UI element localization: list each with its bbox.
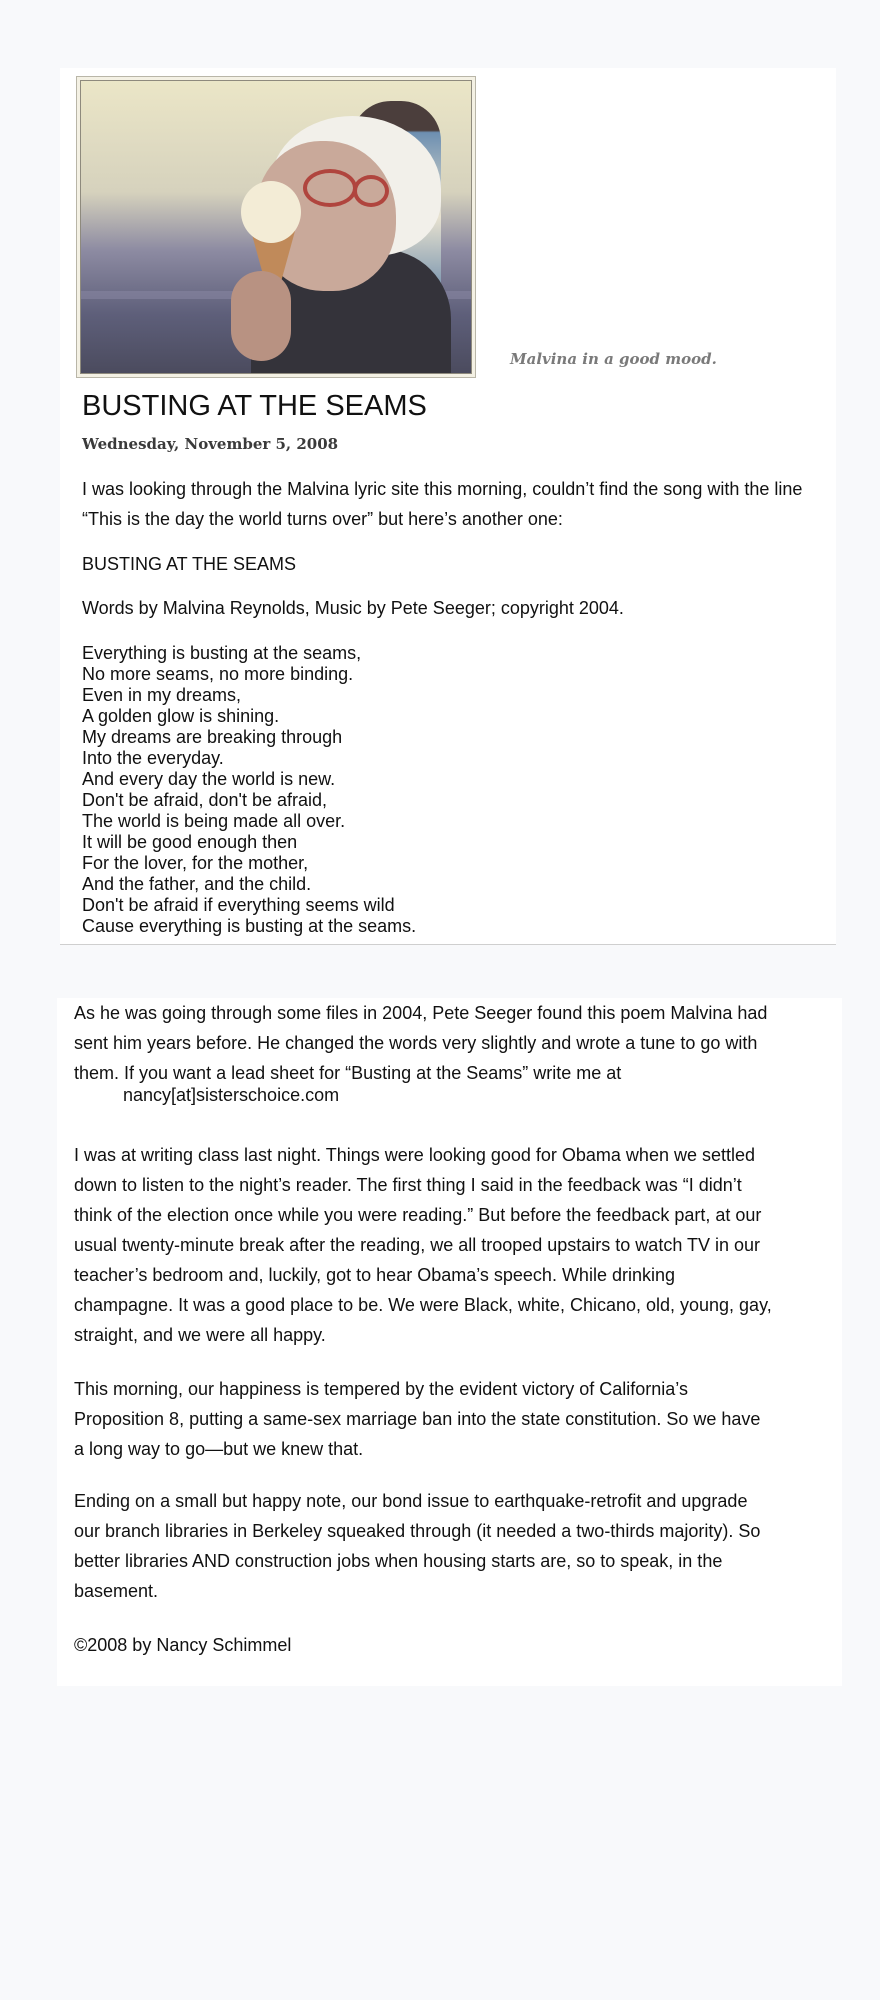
post-continued — [57, 998, 842, 1686]
lyric-line: A golden glow is shining. — [82, 706, 280, 726]
paragraph-libraries: Ending on a small but happy note, our bond issue to earthquake-retrofit and upgrade our branch libraries in Berkeley squeaked through (it needed a two-thirds majority). So better libraries AND construction jobs when housing starts are, so to speak, in the basement. — [74, 1491, 761, 1601]
photo-caption: Malvina in a good mood. — [510, 350, 717, 368]
song-title: BUSTING AT THE SEAMS — [82, 554, 297, 574]
song-lyrics — [82, 643, 416, 937]
lyric-line: My dreams are breaking through — [82, 727, 343, 747]
lyric-line: Into the everyday. — [82, 748, 224, 768]
post-card — [60, 68, 836, 945]
post-photo — [76, 76, 476, 378]
lyric-line: Don't be afraid, don't be afraid, — [82, 790, 328, 810]
lyric-line: The world is being made all over. — [82, 811, 346, 831]
lyric-line: Don't be afraid if everything seems wild — [82, 895, 395, 915]
lyric-line: It will be good enough then — [82, 832, 298, 852]
paragraph-seeger: As he was going through some files in 2004, Pete Seeger found this poem Malvina had sent him years before. He changed the words very slightly and wrote a tune to go with them. If you want a lead sheet for “Busting at the Seams” write me at — [74, 1003, 768, 1083]
paragraph-writing-class: I was at writing class last night. Things were looking good for Obama when we settled down to listen to the night’s reader. The first thing I said in the feedback was “I didn’t think of the election once while you were reading.” But before the feedback part, at our usual twenty-minute break after the reading, we all trooped upstairs to watch TV in our teacher’s bedroom and, luckily, got to hear Obama’s speech. While drinking champagne. It was a good place to be. We were Black, white, Chicano, old, young, gay, straight, and we were all happy. — [74, 1145, 772, 1345]
intro-paragraph: I was looking through the Malvina lyric site this morning, couldn’t find the song with the line “This is the day the world turns over” but here’s another one: — [82, 479, 803, 529]
song-credit: Words by Malvina Reynolds, Music by Pete Seeger; copyright 2004. — [82, 598, 624, 618]
lyric-line: Even in my dreams, — [82, 685, 242, 705]
photo-image — [80, 80, 472, 374]
post-date: Wednesday, November 5, 2008 — [82, 435, 339, 453]
copyright: ©2008 by Nancy Schimmel — [74, 1635, 292, 1655]
lyric-line: For the lover, for the mother, — [82, 853, 309, 873]
lyric-line: And every day the world is new. — [82, 769, 336, 789]
lyric-line: Cause everything is busting at the seams. — [82, 916, 417, 936]
post-title: BUSTING AT THE SEAMS — [82, 390, 427, 422]
contact-email: nancy[at]sisterschoice.com — [123, 1085, 340, 1105]
lyric-line: And the father, and the child. — [82, 874, 312, 894]
paragraph-proposition-8: This morning, our happiness is tempered by the evident victory of California’s Proposition 8, putting a same-sex marriage ban into the state constitution. So we have a long way to go—but we knew that. — [74, 1379, 761, 1459]
lyric-line: No more seams, no more binding. — [82, 664, 354, 684]
lyric-line: Everything is busting at the seams, — [82, 643, 362, 663]
